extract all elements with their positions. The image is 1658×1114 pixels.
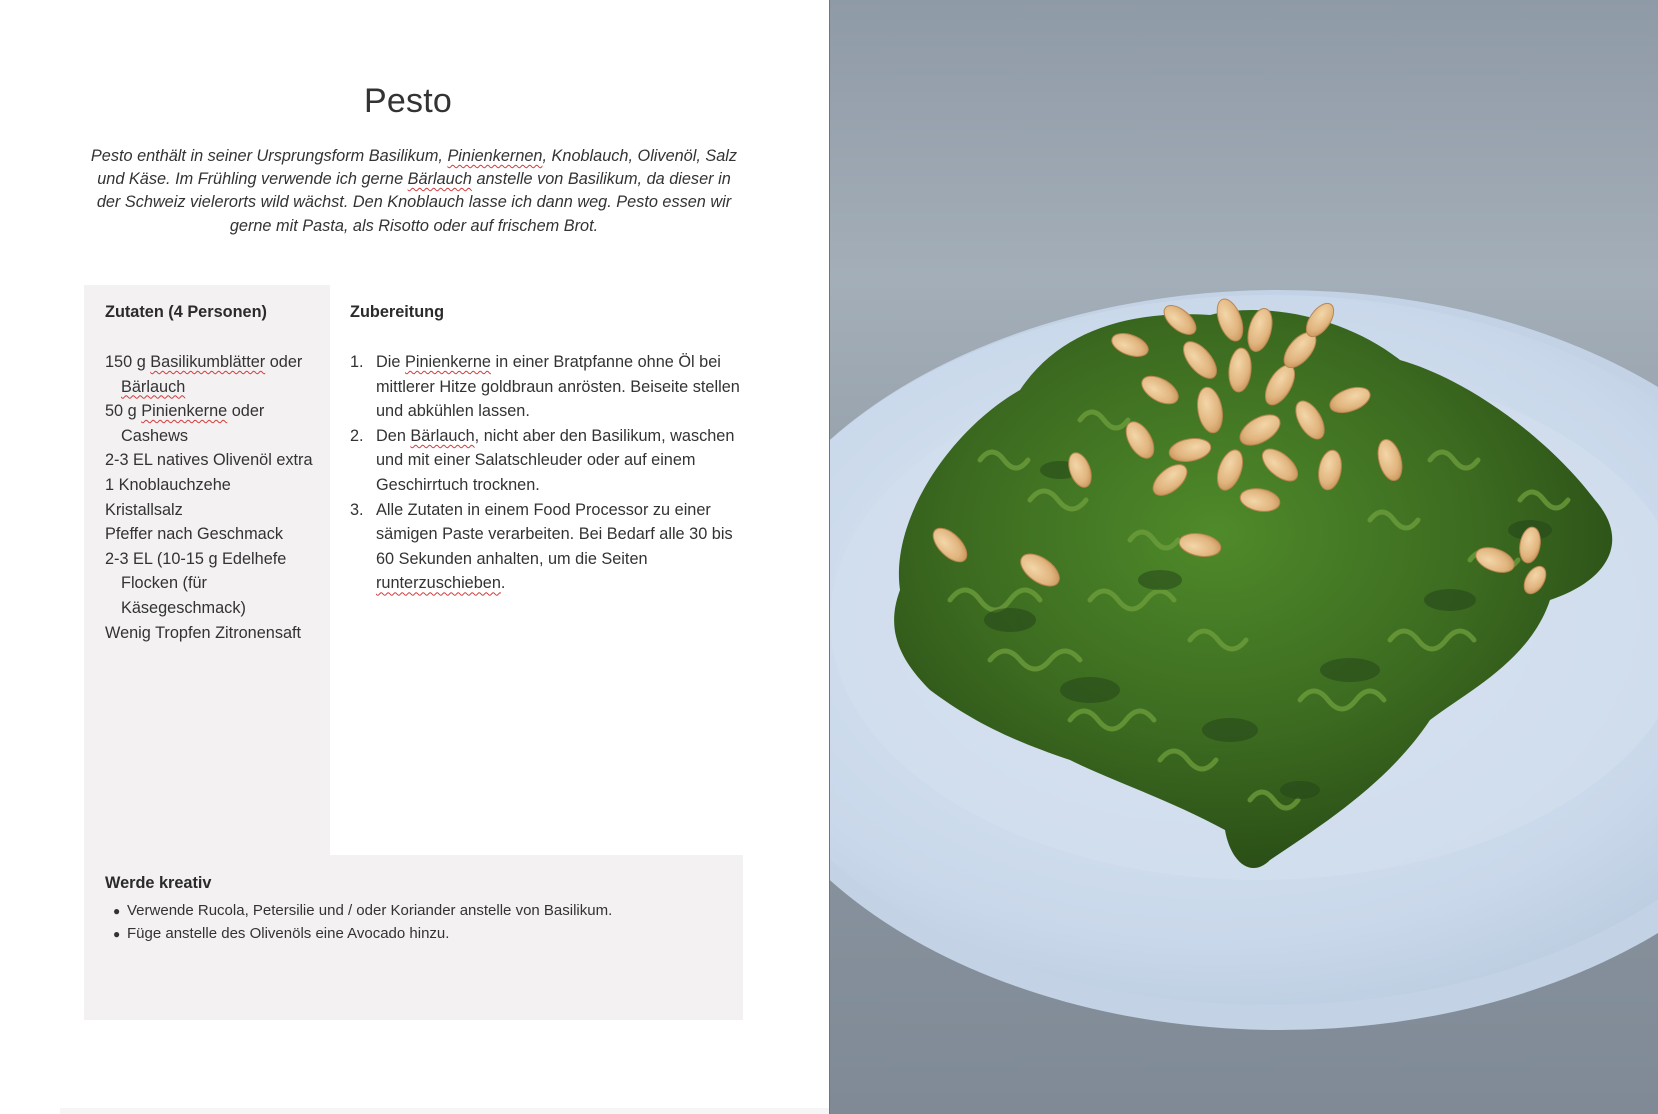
step-number: 2. [350, 426, 364, 445]
preparation-step [350, 498, 740, 596]
step-text-part: Den [376, 426, 411, 445]
step-text-part: Alle Zutaten in einem Food Processor zu einer sämigen Paste verarbeiten. Bei Bedarf alle 30 bis 60 Sekunden anhalten, um die Seiten [376, 500, 733, 568]
bullet-icon: ● [113, 904, 121, 918]
misspelled-word[interactable]: Basilikumblätter [150, 353, 266, 371]
step-text [376, 350, 740, 424]
preparation-steps [350, 350, 740, 596]
misspelled-word[interactable]: Bärlauch [121, 377, 186, 396]
tip-text: Verwende Rucola, Petersilie und / oder Koriander anstelle von Basilikum. [127, 902, 613, 919]
step-text [376, 498, 740, 596]
misspelled-word[interactable]: runterzuschieben [376, 574, 501, 593]
step-number: 3. [350, 500, 364, 519]
ingredient-item: Kristallsalz [105, 500, 183, 519]
tips-list [113, 900, 733, 945]
tip-item [113, 923, 733, 946]
step-text-part: , nicht aber den Basilikum, waschen und mit einer Salatschleuder oder auf einem Geschirrtuch trocknen. [376, 426, 735, 494]
bullet-icon: ● [113, 926, 121, 941]
step-text [376, 424, 740, 498]
misspelled-word[interactable]: Pinienkerne [141, 402, 228, 421]
recipe-intro [84, 145, 744, 238]
ingredient-item: Pfeffer nach Geschmack [105, 525, 283, 544]
step-text-part: Die [376, 353, 405, 371]
ingredient-text: oder Cashews [121, 402, 265, 445]
intro-text-2: , Knoblauch, Olivenöl, Salz und Käse. Im Frühling verwende ich gerne [97, 147, 738, 189]
ingredient-text: 50 g [105, 402, 142, 421]
step-text-part: . [500, 574, 506, 593]
misspelled-word[interactable]: Bärlauch [410, 426, 475, 445]
misspelled-word[interactable]: Pinienkerne [404, 353, 491, 371]
ingredient-item [105, 350, 325, 399]
preparation-step [350, 350, 740, 424]
ingredient-item: 2-3 EL natives Olivenöl extra [105, 451, 313, 470]
intro-text-3: anstelle von Basilikum, da dieser in der Schweiz vielerorts wild wächst. Den Knoblauch lasse ich dann weg. Pesto essen wir gerne mit Pasta, als Risotto oder auf frischem Brot. [96, 170, 732, 235]
intro-misspelled-word-1[interactable]: Pinienkernen [447, 147, 543, 165]
ingredient-text: oder [265, 353, 303, 371]
ingredient-item: 2-3 EL (10-15 g Edelhefe Flocken (für Käsegeschmack) [105, 549, 287, 617]
page-edge-shadow [60, 1108, 829, 1114]
pesto-pasta-image [830, 0, 1658, 1114]
ingredient-item: 1 Knoblauchzehe [105, 475, 231, 494]
tips-heading: Werde kreativ [105, 874, 212, 892]
preparation-heading: Zubereitung [350, 303, 445, 321]
step-text-part: in einer Bratpfanne ohne Öl bei mittlerer Hitze goldbraun anrösten. Beiseite stellen und abkühlen lassen. [376, 353, 740, 421]
tip-item [113, 900, 733, 923]
ingredients-list [105, 350, 325, 645]
intro-misspelled-word-2[interactable]: Bärlauch [407, 170, 472, 189]
preparation-step [350, 424, 740, 498]
pesto-pasta-photo [830, 0, 1658, 1114]
ingredient-text: 150 g [105, 353, 151, 371]
ingredient-item: Wenig Tropfen Zitronensaft [105, 623, 302, 642]
ingredient-item [105, 399, 325, 448]
intro-text-1: Pesto enthält in seiner Ursprungsform Basilikum, [90, 147, 448, 165]
tip-text: Füge anstelle des Olivenöls eine Avocado hinzu. [127, 924, 450, 942]
ingredients-heading: Zutaten (4 Personen) [105, 303, 267, 321]
step-number: 1. [350, 353, 364, 371]
recipe-title: Pesto [364, 82, 452, 120]
